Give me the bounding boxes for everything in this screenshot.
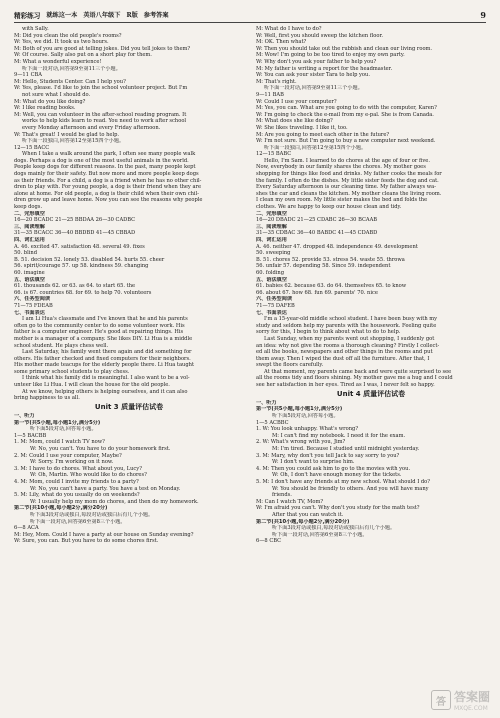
text-line: the family. I often do the dishes. My little sister feeds the dog and cat. — [256, 177, 439, 184]
text-line: A. 46. neither 47. dropped 48. independence 49. development — [256, 243, 418, 250]
text-line: After that you can watch it. — [272, 511, 344, 518]
text-line: W: Yes, we did. It took us two hours. — [14, 39, 109, 46]
text-line: M: What do I have to do? — [256, 26, 322, 32]
text-line: 听下面一段对话,回答第9至第11三个小题。 — [264, 85, 363, 92]
text-line: I am Li Hua's classmate and I've known that he and his parents — [22, 316, 188, 323]
header-part: 参考答案 — [143, 12, 169, 19]
text-line: 1—5 ACBBC — [256, 419, 289, 426]
text-line: 听下面一段独白,回答第12至第15四个小题。 — [264, 144, 367, 151]
text-line: clothes. We are happy to keep our house clean and tidy. — [256, 204, 402, 211]
text-line: 60. imagine — [14, 269, 45, 276]
unit-title: Unit 3 质量评估试卷 — [94, 402, 164, 411]
text-line: 1—5 BACBB — [14, 432, 47, 439]
section-heading: 四、词汇运用 — [256, 237, 287, 243]
text-line: study and seldom help my parents with the housework. Feeling quite — [256, 322, 437, 329]
unit-title: Unit 4 质量评估试卷 — [336, 389, 406, 398]
text-line: People keep dogs for different reasons. In the past, many people kept — [14, 164, 196, 171]
text-line: His mother made teacups for the elderly people there. Li Hua taught — [14, 362, 195, 369]
text-line: mother is a manager of a company. She likes DIY. Li Hua is a middle — [14, 335, 193, 342]
text-line: I clean my own room. My little sister makes the bed and folds the — [256, 197, 428, 204]
header-part: 英语八年级下 — [83, 12, 121, 19]
text-line: dren to play with. For young people, a dog is their friend when they are — [14, 184, 202, 191]
text-line: unteer like Li Hua. I will clean the house for the old people. — [14, 382, 170, 389]
text-line: sorry for this, I begin to think about what to do to help. — [256, 329, 401, 336]
text-line: 听下面5段对话,回答每小题。 — [30, 426, 97, 433]
text-line: Every Saturday afternoon is our cleaning time. My father always wa- — [256, 184, 436, 191]
section-heading: 五、语法填空 — [14, 276, 45, 283]
text-line: M: What a wonderful experience! — [14, 58, 102, 65]
text-line: W: I'm not sure. But I'm going to buy a new computer next weekend. — [256, 138, 436, 145]
header-divider — [14, 22, 486, 23]
text-line: 9—11 BAB — [256, 91, 284, 98]
watermark-url: MXQE.COM — [453, 705, 488, 712]
text-line: W: You can ask your sister Tara to help you. — [256, 72, 370, 79]
text-line: friends. — [272, 492, 292, 499]
text-line: M: That's right. — [256, 78, 297, 85]
text-line: W: Then you should take out the rubbish and clean our living room. — [256, 45, 433, 52]
watermark — [431, 688, 490, 712]
text-line: 听下面5段对话,回答每小题。 — [272, 413, 339, 420]
text-line: them away. Then I wiped the dust off all the furniture. After that, I — [256, 355, 430, 362]
text-line: At we know, helping others is helping ourselves, and it can also — [22, 388, 188, 395]
text-line: 16—20 DBADC 21—25 CDABC 26—30 BCAAB — [256, 217, 378, 224]
text-line: M: Well, you can volunteer in the after-school reading program. It — [14, 111, 187, 118]
text-line: 56. spirit/courage 57. up 58. kindness 59. changing — [14, 263, 149, 270]
text-line: 31—35 CDBAC 36—40 BABDC 41—45 CDABD — [256, 230, 378, 237]
text-line: W: I usually help my mom do chores, and then do my homework. — [30, 498, 199, 505]
watermark-text: 答案圈 — [453, 690, 490, 704]
text-line: 1. M: Mom, could I watch TV now? — [14, 439, 105, 446]
text-line: 16—20 BCADC 21—25 BBDAA 26—30 CADBC — [14, 217, 136, 224]
text-line: father is a computer engineer. He's good at repairing things. His — [14, 329, 184, 336]
section-heading: 六、任务型阅读 — [14, 296, 50, 303]
text-line: keep dogs. — [14, 204, 43, 211]
text-line: M: Did you clean the old people's rooms? — [14, 32, 122, 39]
text-line: 5. M: Lily, what do you usually do on weekends? — [14, 492, 140, 499]
text-line: When I take a walk around the park, I often see many people walk — [22, 151, 196, 158]
text-line: 听下面3段对话或独白,每段对话或独白后有几个小题。 — [272, 525, 396, 532]
right-column — [256, 26, 486, 545]
text-line: M: Wow! I'm going to be too tired to enjoy my own party. — [256, 52, 405, 59]
text-line: 1. W: You look unhappy. What's wrong? — [256, 426, 359, 433]
section-heading: 第二节(共10小题,每小题2分,满分20分) — [14, 505, 108, 512]
text-line: 66. about 67. how 68. fun 69. parents' 70. nice — [256, 289, 378, 296]
text-line: 6—8 ACA — [14, 525, 39, 532]
section-heading: 一、听力 — [256, 399, 277, 406]
text-line: M: I can't find my notebook. I need it for the exam. — [272, 432, 406, 439]
text-line: 6—8 CBC — [256, 538, 282, 545]
text-line: as their friends. For a child, a dog is a friend when he has no other chil- — [14, 177, 202, 184]
text-line: 2. W: What's wrong with you, Jim? — [256, 439, 346, 446]
text-line: 4. M: Mom, could I invite my friends to a party? — [14, 478, 139, 485]
text-line: M: Hey, Mom. Could I have a party at our house on Sunday evening? — [14, 531, 194, 538]
text-line: an idea: why not give the rooms a thorough cleaning? Firstly I collect- — [256, 342, 440, 349]
text-line: At that moment, my parents came back and were quite surprised to see — [264, 368, 452, 375]
text-line: W: I'm afraid you can't. Why don't you study for the math test? — [256, 505, 420, 512]
text-line: 61. babies 62. because 63. do 64. themselves 65. to know — [256, 283, 407, 290]
text-line: swept the floors carefully. — [256, 362, 324, 369]
text-line: M: Are you going to meet each other in the future? — [256, 131, 390, 138]
text-line: 50. blind — [14, 250, 37, 257]
text-line: dren grow up and leave home. Now you can see the reasons why people — [14, 197, 203, 204]
text-line: W: Why don't you ask your father to help you? — [256, 58, 377, 65]
text-line: W: Sure, you can. But you have to do some chores first. — [14, 538, 159, 545]
text-line: M: OK. Then what? — [256, 39, 307, 46]
section-heading: 六、任务型阅读 — [256, 296, 292, 303]
text-line: Hello, I'm Sam. I learned to do chores at the age of four or five. — [264, 157, 430, 164]
text-line: with Sally. — [22, 26, 49, 32]
section-heading: 第一节(共5小题,每小题1分,满分5分) — [14, 419, 101, 426]
section-heading: 四、词汇运用 — [14, 237, 45, 243]
text-line: M: My father is writing a report for the headmaster. — [256, 65, 393, 72]
text-line: Now, everybody in our family shares the chores. My mother goes — [256, 164, 426, 171]
text-line: W: No, you can't have a party. You have a test on Monday. — [30, 485, 181, 492]
text-line: W: You should be friendly to others. And you will have many — [272, 485, 429, 492]
section-heading: 五、语法填空 — [256, 276, 287, 283]
text-line: shopping for things like food and drinks. My father cooks the meals for — [256, 171, 442, 178]
text-line: 2. M: Could I use your computer, Maybe? — [14, 452, 122, 459]
header-title — [14, 10, 169, 20]
text-line: W: Could I use your computer? — [256, 98, 337, 105]
page-header — [14, 4, 486, 20]
text-line: 听下面3段对话或独白,每段对话或独白后有几个小题。 — [30, 511, 154, 518]
header-part: 就练这一本 — [46, 12, 78, 19]
text-line: B. 51. chores 52. provide 53. stress 54. waste 55. throwa — [256, 256, 405, 263]
watermark-logo-icon: 答 — [431, 690, 451, 710]
page-number: 9 — [480, 10, 486, 20]
text-line: 61. thousands 62. or 63. as 64. to start 65. the — [14, 283, 136, 290]
text-line: see her satisfaction in her eyes. Tired as I was, I never felt so happy. — [256, 382, 435, 389]
text-line: B. 51. decision 52. lonely 53. disabled 54. hurts 55. cheer — [14, 256, 165, 263]
text-line: W: No, you can't. You have to do your homework first. — [30, 446, 171, 452]
section-heading: 三、阅读理解 — [256, 223, 287, 230]
text-line: not sure what I should do. — [22, 91, 91, 98]
section-heading: 一、听力 — [14, 413, 35, 420]
left-column — [14, 26, 244, 545]
text-line: 听下面一段对话,回答第6至第8三个小题。 — [30, 518, 126, 525]
text-line: 听下面一段独白,回答第12至第15四个小题。 — [22, 138, 125, 145]
text-line: A. 46. excited 47. satisfaction 48. several 49. fixes — [14, 243, 145, 250]
section-heading: 七、书面表达 — [256, 309, 287, 316]
text-line: M: What do you like doing? — [14, 98, 86, 105]
text-line: Last Sunday, when my parents went out shopping, I suddenly got — [264, 335, 435, 342]
section-heading: 三、阅读理解 — [14, 223, 45, 230]
text-line: 66. is 67. countries 68. for 69. to help 70. volunteers — [14, 289, 152, 296]
text-line: often go to the community center to do some volunteer work. His — [14, 322, 185, 329]
text-line: school student. He plays chess well. — [14, 342, 109, 349]
text-line: M: What does she like doing? — [256, 118, 333, 125]
text-line: some primary school students to play chess. — [14, 368, 130, 375]
text-line: I think what his family did is meaningful. I also want to be a vol- — [22, 375, 190, 382]
text-line: 12—15 BABC — [256, 151, 292, 158]
text-line: 71—75 FDEAB — [14, 302, 53, 309]
text-line: W: I like reading books. — [14, 105, 76, 112]
text-line: M: Both of you are good at telling jokes. Did you tell jokes to them? — [14, 45, 191, 52]
text-line: 5. M: I don't have any friends at my new school. What should I do? — [256, 478, 431, 485]
section-heading: 二、完形填空 — [14, 210, 45, 217]
text-line: 50. sweeping — [256, 250, 291, 257]
text-line: W: Oh, I don't have enough money for the tickets. — [272, 472, 402, 479]
text-line: M: Can I watch TV, Mom? — [256, 498, 324, 505]
text-line: Last Saturday, his family went there again and did something for — [22, 349, 192, 356]
text-line: W: Yes, please. I'd like to join the school volunteer project. But I'm — [14, 85, 188, 92]
text-line: W: Well, first you should sweep the kitchen floor. — [256, 32, 384, 39]
text-line: W: I don't want to surprise him. — [272, 459, 355, 466]
text-line: 听下面一段对话,回答第9至第11三个小题。 — [22, 65, 121, 72]
section-heading: 第一节(共5小题,每小题1分,满分5分) — [256, 406, 343, 413]
text-line: works to help kids learn to read. You need to work after school — [22, 118, 187, 125]
section-heading: 第二节(共10小题,每小题2分,满分20分) — [256, 518, 350, 525]
text-line: W: Of course. Sally also put on a short play for them. — [14, 52, 152, 59]
text-line: ed all the books, newspapers and other things in the rooms and put — [256, 349, 433, 356]
text-line: 71—75 DAFEB — [256, 302, 295, 309]
text-line: 12—15 BACC — [14, 144, 50, 151]
header-part: R版 — [126, 12, 138, 19]
text-line: W: Oh, Martin. Who would like to do chores? — [30, 472, 147, 479]
text-line: others. His father checked and fixed computers for their neighbors. — [14, 355, 191, 362]
text-line: shes the car and cleans the kitchen. My mother cleans the living room. — [256, 190, 442, 197]
section-heading: 七、书面表达 — [14, 309, 45, 316]
text-line: W: She likes traveling. I like it, too. — [256, 124, 348, 131]
text-line: W: I'm going to check the e-mail from my e-pal. She is from Canada. — [256, 111, 434, 118]
text-line: 听下面一段对话,回答第6至第8三个小题。 — [272, 531, 368, 538]
text-line: 9—11 CBA — [14, 72, 43, 79]
text-line: bring happiness to us all. — [14, 395, 80, 402]
text-line: I'm a 15-year-old middle school student. I have been busy with my — [264, 316, 438, 323]
text-line: dogs mainly for their safety. But now more and more people keep dogs — [14, 171, 199, 178]
text-line: alone at home. For old people, a dog is their child when their own chil- — [14, 190, 199, 197]
text-line: 31—35 BCACC 36—40 BBDBD 41—45 CBBAD — [14, 230, 136, 237]
text-line: every Monday afternoon and every Friday afternoon. — [22, 124, 161, 131]
text-line: M: Hello, Students Center. Can I help you? — [14, 78, 126, 85]
section-heading: 二、完形填空 — [256, 210, 287, 217]
text-line: all the rooms tidy and floors shining. My mother gave me a hug and I could — [256, 375, 453, 382]
text-line: 3. M: Mary, why don't you tell Jack to say sorry to you? — [256, 452, 400, 459]
text-line: dogs. Perhaps a dog is one of the most useful animals in the world. — [14, 157, 189, 164]
text-line: 3. M: I have to do chores. What about you, Lucy? — [14, 465, 142, 472]
text-line: M: Yes, you can. What are you going to do with the computer, Karen? — [256, 105, 437, 112]
text-line: 4. M: Then you could ask him to go to the movies with you. — [256, 465, 411, 472]
header-part: 精彩练习 — [14, 12, 41, 20]
text-line: W: That's great! I would be glad to help. — [14, 131, 120, 138]
text-line: 60. folding — [256, 269, 284, 276]
text-line: 56. unfair 57. depending 58. Since 59. independent — [256, 263, 391, 270]
text-line: W: Sorry. I'm working on it now. — [30, 459, 114, 466]
text-line: M: I'm tired. Because I studied until midnight yesterday. — [272, 446, 420, 452]
